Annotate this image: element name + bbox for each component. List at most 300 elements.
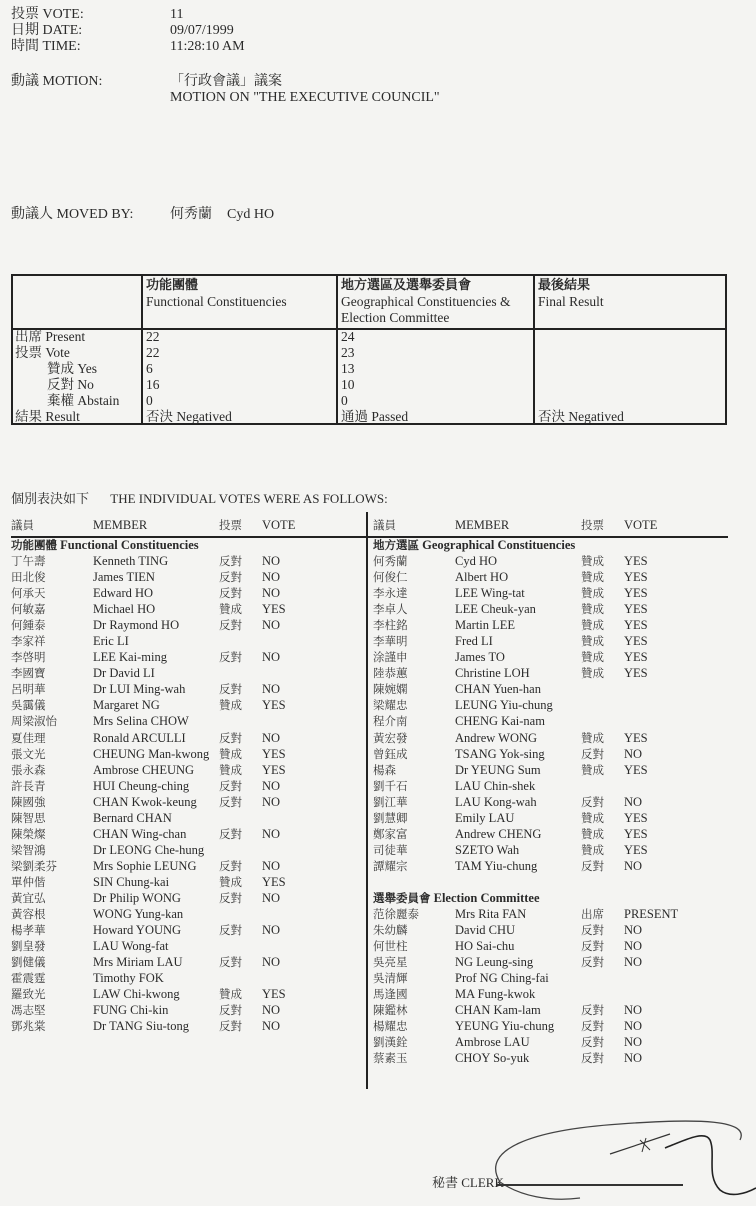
functional-member-list xyxy=(11,553,366,1034)
member-row xyxy=(11,986,366,1002)
member-name-zh: 劉漢銓 xyxy=(373,1035,408,1050)
vote-zh: 反對 xyxy=(219,618,242,633)
date-value: 09/07/1999 xyxy=(170,23,234,38)
vote-en: NO xyxy=(624,1051,643,1066)
vote-en: YES xyxy=(624,842,648,857)
label-yes: 贊成 Yes xyxy=(47,361,98,376)
vote-zh: 贊成 xyxy=(581,762,604,777)
member-name-en: Mrs Selina CHOW xyxy=(93,714,189,729)
vote-zh: 反對 xyxy=(581,858,604,873)
member-name-en: Dr David LI xyxy=(93,666,155,681)
member-name-zh: 蔡素玉 xyxy=(373,1051,408,1066)
member-name-zh: 范徐麗泰 xyxy=(373,906,419,921)
member-name-en: Prof NG Ching-fai xyxy=(455,971,549,986)
member-row xyxy=(373,778,728,794)
member-name-zh: 陳鑑林 xyxy=(373,1003,408,1018)
member-name-en: CHAN Kam-lam xyxy=(455,1003,541,1018)
functional-no: 16 xyxy=(146,377,160,392)
member-name-zh: 陳智思 xyxy=(11,810,46,825)
member-name-en: David CHU xyxy=(455,922,516,937)
vote-zh: 反對 xyxy=(581,1003,604,1018)
final-no xyxy=(538,377,624,393)
member-name-zh: 馮志堅 xyxy=(11,1003,46,1018)
member-name-en: CHAN Wing-chan xyxy=(93,826,187,841)
member-name-en: Margaret NG xyxy=(93,698,160,713)
header-member-zh: 議員 xyxy=(11,518,34,532)
vote-zh: 反對 xyxy=(219,778,242,793)
header-vote-en: VOTE xyxy=(624,518,658,532)
vote-en: YES xyxy=(624,618,648,633)
member-name-en: MA Fung-kwok xyxy=(455,987,536,1002)
member-name-en: Howard YOUNG xyxy=(93,923,182,938)
label-present: 出席 Present xyxy=(15,329,86,344)
member-row xyxy=(11,826,366,842)
member-name-zh: 馬逢國 xyxy=(373,987,408,1002)
member-name-en: Ambrose LAU xyxy=(455,1035,530,1050)
member-row xyxy=(373,649,728,665)
member-name-en: Ambrose CHEUNG xyxy=(93,762,195,777)
functional-present: 22 xyxy=(146,329,160,344)
vote-en: YES xyxy=(624,810,648,825)
member-name-zh: 李家祥 xyxy=(11,634,46,649)
final-vote xyxy=(538,345,624,361)
member-name-en: HUI Cheung-ching xyxy=(93,778,190,793)
member-name-zh: 楊孝華 xyxy=(11,923,46,938)
label-vote: 投票 Vote xyxy=(15,345,70,360)
final-abstain xyxy=(538,393,624,409)
member-name-en: CHAN Kwok-keung xyxy=(93,794,197,809)
member-name-en: FUNG Chi-kin xyxy=(93,1003,169,1018)
member-name-zh: 黃宜弘 xyxy=(11,890,46,905)
member-name-en: LEE Wing-tat xyxy=(455,586,525,601)
moved-by-name-zh: 何秀蘭 xyxy=(170,207,212,222)
header-final-result: 最後結果 Final Result xyxy=(538,278,604,309)
member-name-en: Mrs Rita FAN xyxy=(455,906,527,921)
vote-zh: 反對 xyxy=(219,730,242,745)
moved-by-name-en: Cyd HO xyxy=(227,207,275,222)
vote-zh: 反對 xyxy=(219,794,242,809)
member-name-zh: 陸恭蕙 xyxy=(373,666,408,681)
column-headers xyxy=(11,515,366,535)
member-name-zh: 張文光 xyxy=(11,746,46,761)
member-name-en: SZETO Wah xyxy=(455,842,520,857)
member-name-zh: 曾鈺成 xyxy=(373,746,408,761)
vote-en: YES xyxy=(262,602,286,617)
vote-en: YES xyxy=(624,586,648,601)
member-row xyxy=(11,1002,366,1018)
member-row xyxy=(373,665,728,681)
member-name-en: NG Leung-sing xyxy=(455,955,534,970)
member-name-zh: 李華明 xyxy=(373,634,408,649)
column-divider xyxy=(366,512,368,1089)
member-name-en: LAW Chi-kwong xyxy=(93,987,180,1002)
summary-divider xyxy=(533,276,535,423)
member-row xyxy=(373,601,728,617)
summary-divider xyxy=(336,276,338,423)
member-name-zh: 霍震霆 xyxy=(11,971,46,986)
geographical-member-list xyxy=(373,553,728,874)
header-member-en: MEMBER xyxy=(455,518,510,532)
member-row xyxy=(373,826,728,842)
member-name-zh: 李柱銘 xyxy=(373,618,408,633)
vote-en: YES xyxy=(624,554,648,568)
geographical-vote: 23 xyxy=(341,345,355,360)
member-name-zh: 田北俊 xyxy=(11,570,46,585)
geographical-no: 10 xyxy=(341,377,355,392)
member-name-zh: 張永森 xyxy=(11,762,46,777)
vote-number-label: 投票 VOTE: xyxy=(11,7,84,22)
header-vote-en: VOTE xyxy=(262,518,296,532)
member-name-zh: 程介南 xyxy=(373,714,408,729)
member-name-zh: 吳清輝 xyxy=(373,971,408,986)
vote-zh: 贊成 xyxy=(581,586,604,601)
vote-en: NO xyxy=(262,730,281,745)
member-name-zh: 何承天 xyxy=(11,586,46,601)
header-functional: 功能團體 Functional Constituencies xyxy=(146,278,287,309)
member-name-zh: 梁耀忠 xyxy=(373,698,408,713)
member-row xyxy=(373,1034,728,1050)
member-name-en: Andrew WONG xyxy=(455,730,538,745)
member-name-en: Kenneth TING xyxy=(93,554,169,568)
vote-zh: 反對 xyxy=(219,1003,242,1018)
member-name-en: Dr TANG Siu-tong xyxy=(93,1019,189,1034)
vote-en: NO xyxy=(262,955,281,970)
member-name-en: LEE Kai-ming xyxy=(93,650,167,665)
member-row xyxy=(373,842,728,858)
member-name-zh: 何鍾泰 xyxy=(11,618,46,633)
member-row xyxy=(11,858,366,874)
member-name-zh: 梁智鴻 xyxy=(11,842,46,857)
vote-en: NO xyxy=(262,778,281,793)
vote-en: NO xyxy=(624,858,643,873)
member-row xyxy=(11,665,366,681)
vote-zh: 反對 xyxy=(581,939,604,954)
vote-en: NO xyxy=(624,939,643,954)
member-name-zh: 黃宏發 xyxy=(373,730,408,745)
geographical-yes: 13 xyxy=(341,361,355,376)
member-row xyxy=(373,906,728,922)
member-name-en: Edward HO xyxy=(93,586,154,601)
vote-zh: 反對 xyxy=(581,1019,604,1034)
member-name-zh: 梁劉柔芬 xyxy=(11,858,57,873)
member-name-zh: 朱幼麟 xyxy=(373,922,408,937)
vote-zh: 贊成 xyxy=(581,602,604,617)
member-name-zh: 何俊仁 xyxy=(373,570,408,585)
member-name-zh: 劉慧卿 xyxy=(373,810,408,825)
member-row xyxy=(11,569,366,585)
member-name-en: James TIEN xyxy=(93,570,155,585)
column-headers xyxy=(373,515,728,535)
member-name-en: Timothy FOK xyxy=(93,971,164,986)
vote-zh: 贊成 xyxy=(219,602,242,617)
functional-abstain: 0 xyxy=(146,393,153,408)
vote-en: NO xyxy=(262,682,281,697)
member-row xyxy=(11,778,366,794)
member-name-zh: 陳國強 xyxy=(11,794,46,809)
intro-zh: 個別表決如下 xyxy=(11,491,90,506)
member-name-zh: 周梁淑怡 xyxy=(11,714,57,729)
member-name-zh: 何秀蘭 xyxy=(373,554,408,568)
member-row xyxy=(373,986,728,1002)
member-name-zh: 何世柱 xyxy=(373,939,408,954)
member-name-en: WONG Yung-kan xyxy=(93,907,184,922)
vote-zh: 反對 xyxy=(219,554,242,568)
member-name-zh: 劉江華 xyxy=(373,794,408,809)
member-name-en: SIN Chung-kai xyxy=(93,874,170,889)
member-row xyxy=(373,633,728,649)
functional-vote: 22 xyxy=(146,345,160,360)
vote-en: NO xyxy=(262,1003,281,1018)
vote-zh: 贊成 xyxy=(581,730,604,745)
member-name-zh: 呂明華 xyxy=(11,682,46,697)
member-name-en: Andrew CHENG xyxy=(455,826,542,841)
vote-en: YES xyxy=(624,730,648,745)
section-geographical: 地方選區 Geographical Constituencies xyxy=(373,538,576,552)
vote-en: NO xyxy=(262,570,281,585)
header-vote-zh: 投票 xyxy=(581,518,604,532)
date-label: 日期 DATE: xyxy=(11,23,83,38)
member-row xyxy=(373,762,728,778)
vote-zh: 反對 xyxy=(219,586,242,601)
member-name-en: Mrs Miriam LAU xyxy=(93,955,183,970)
member-row xyxy=(373,585,728,601)
member-name-en: Ronald ARCULLI xyxy=(93,730,186,745)
member-row xyxy=(373,697,728,713)
member-row xyxy=(11,585,366,601)
vote-en: NO xyxy=(262,650,281,665)
member-row xyxy=(11,922,366,938)
member-name-en: Michael HO xyxy=(93,602,156,617)
vote-zh: 贊成 xyxy=(219,698,242,713)
member-row xyxy=(373,954,728,970)
member-row xyxy=(373,970,728,986)
member-row xyxy=(11,842,366,858)
motion-label: 動議 MOTION: xyxy=(11,74,103,89)
vote-summary-table xyxy=(11,274,727,425)
member-name-zh: 鄧兆棠 xyxy=(11,1019,46,1034)
member-row xyxy=(11,617,366,633)
vote-en: NO xyxy=(262,1019,281,1034)
vote-zh: 反對 xyxy=(581,955,604,970)
final-values xyxy=(538,329,624,425)
member-row xyxy=(373,1002,728,1018)
member-name-zh: 夏佳理 xyxy=(11,730,46,745)
vote-en: NO xyxy=(262,794,281,809)
member-name-en: Eric LI xyxy=(93,634,129,649)
geographical-present: 24 xyxy=(341,329,355,344)
vote-zh: 贊成 xyxy=(219,987,242,1002)
member-row xyxy=(11,874,366,890)
member-name-en: Dr LUI Ming-wah xyxy=(93,682,186,697)
vote-en: PRESENT xyxy=(624,906,679,921)
member-name-en: LAU Wong-fat xyxy=(93,939,169,954)
member-name-en: LEE Cheuk-yan xyxy=(455,602,536,617)
vote-en: NO xyxy=(262,554,281,568)
vote-en: NO xyxy=(624,794,643,809)
vote-en: NO xyxy=(624,1019,643,1034)
member-name-zh: 吳靄儀 xyxy=(11,698,46,713)
member-row xyxy=(373,617,728,633)
motion-title-en: MOTION ON "THE EXECUTIVE COUNCIL" xyxy=(170,90,440,105)
member-row xyxy=(373,938,728,954)
member-name-en: CHAN Yuen-han xyxy=(455,682,541,697)
election-committee-member-list xyxy=(373,906,728,1066)
summary-divider xyxy=(141,276,143,423)
member-row xyxy=(11,954,366,970)
vote-en: YES xyxy=(624,826,648,841)
member-row xyxy=(11,1018,366,1034)
vote-en: NO xyxy=(262,826,281,841)
member-name-zh: 李永達 xyxy=(373,586,408,601)
clerk-signature-line xyxy=(497,1184,683,1186)
vote-zh: 贊成 xyxy=(581,826,604,841)
intro-en: THE INDIVIDUAL VOTES WERE AS FOLLOWS: xyxy=(110,491,388,506)
vote-zh: 贊成 xyxy=(581,618,604,633)
member-name-en: Christine LOH xyxy=(455,666,530,681)
vote-zh: 反對 xyxy=(581,922,604,937)
member-name-zh: 楊耀忠 xyxy=(373,1019,408,1034)
label-abstain: 棄權 Abstain xyxy=(47,393,120,408)
vote-zh: 反對 xyxy=(581,1051,604,1066)
vote-en: NO xyxy=(262,890,281,905)
individual-votes-heading xyxy=(11,491,388,506)
vote-zh: 贊成 xyxy=(581,650,604,665)
vote-zh: 贊成 xyxy=(219,762,242,777)
section-functional: 功能團體 Functional Constituencies xyxy=(11,538,199,552)
vote-zh: 贊成 xyxy=(581,570,604,585)
member-name-zh: 何敏嘉 xyxy=(11,602,46,617)
vote-zh: 反對 xyxy=(219,890,242,905)
functional-values xyxy=(146,329,232,425)
vote-zh: 反對 xyxy=(581,794,604,809)
geographical-values xyxy=(341,329,408,425)
vote-en: NO xyxy=(624,1003,643,1018)
member-name-zh: 丁午壽 xyxy=(11,554,46,568)
clerk-label: 秘書 CLERK xyxy=(432,1175,504,1190)
vote-zh: 贊成 xyxy=(219,874,242,889)
member-row xyxy=(373,569,728,585)
member-row xyxy=(11,681,366,697)
member-row xyxy=(11,938,366,954)
member-name-zh: 陳榮燦 xyxy=(11,826,46,841)
vote-en: YES xyxy=(262,874,286,889)
vote-zh: 反對 xyxy=(581,746,604,761)
vote-zh: 反對 xyxy=(219,682,242,697)
member-row xyxy=(373,810,728,826)
vote-en: NO xyxy=(624,1035,643,1050)
member-row xyxy=(373,858,728,874)
member-row xyxy=(373,1018,728,1034)
member-name-zh: 李卓人 xyxy=(373,602,408,617)
member-row xyxy=(11,794,366,810)
vote-en: YES xyxy=(262,987,286,1002)
time-value: 11:28:10 AM xyxy=(170,39,245,54)
member-name-zh: 譚耀宗 xyxy=(373,858,408,873)
member-name-zh: 司徒華 xyxy=(373,842,408,857)
member-row xyxy=(11,746,366,762)
member-row xyxy=(373,922,728,938)
vote-zh: 贊成 xyxy=(219,746,242,761)
vote-en: NO xyxy=(624,746,643,761)
vote-en: YES xyxy=(624,634,648,649)
label-no: 反對 No xyxy=(47,377,94,392)
vote-en: NO xyxy=(624,955,643,970)
member-name-zh: 劉千石 xyxy=(373,778,408,793)
vote-en: YES xyxy=(624,666,648,681)
member-name-en: HO Sai-chu xyxy=(455,939,515,954)
member-name-en: TAM Yiu-chung xyxy=(455,858,538,873)
vote-number-value: 11 xyxy=(170,7,184,22)
member-name-en: YEUNG Yiu-chung xyxy=(455,1019,555,1034)
member-row xyxy=(11,890,366,906)
geographical-abstain: 0 xyxy=(341,393,348,408)
member-row xyxy=(11,810,366,826)
member-name-zh: 鄭家富 xyxy=(373,826,408,841)
summary-row-labels xyxy=(15,329,119,425)
vote-zh: 反對 xyxy=(581,1035,604,1050)
vote-en: NO xyxy=(262,858,281,873)
member-name-zh: 單仲偕 xyxy=(11,874,46,889)
member-name-zh: 楊森 xyxy=(373,762,396,777)
member-row xyxy=(11,697,366,713)
clerk-signature xyxy=(470,1110,756,1206)
member-name-en: James TO xyxy=(455,650,505,665)
header-geographical: 地方選區及選舉委員會 Geographical Constituencies & Election Committee xyxy=(341,278,511,325)
member-name-zh: 劉健儀 xyxy=(11,955,46,970)
vote-zh: 出席 xyxy=(581,906,604,921)
member-row xyxy=(11,762,366,778)
vote-zh: 反對 xyxy=(219,650,242,665)
member-row xyxy=(373,794,728,810)
member-name-en: LAU Kong-wah xyxy=(455,794,537,809)
member-name-en: Albert HO xyxy=(455,570,509,585)
member-name-en: CHEUNG Man-kwong xyxy=(93,746,210,761)
vote-zh: 贊成 xyxy=(581,554,604,568)
vote-zh: 反對 xyxy=(219,826,242,841)
member-name-en: CHENG Kai-nam xyxy=(455,714,545,729)
final-result: 否決 Negatived xyxy=(538,409,624,424)
member-name-zh: 陳婉嫻 xyxy=(373,682,408,697)
member-row xyxy=(11,970,366,986)
member-row xyxy=(373,730,728,746)
label-result: 結果 Result xyxy=(15,409,80,424)
vote-en: NO xyxy=(262,618,281,633)
header-member-en: MEMBER xyxy=(93,518,148,532)
member-name-en: Emily LAU xyxy=(455,810,515,825)
vote-zh: 反對 xyxy=(219,1019,242,1034)
final-yes xyxy=(538,361,624,377)
member-name-en: Martin LEE xyxy=(455,618,516,633)
member-name-zh: 劉皇發 xyxy=(11,939,46,954)
member-row xyxy=(11,633,366,649)
vote-en: YES xyxy=(624,650,648,665)
time-label: 時間 TIME: xyxy=(11,39,81,54)
vote-zh: 贊成 xyxy=(581,666,604,681)
geographical-members-column xyxy=(373,515,728,1066)
member-name-zh: 羅致光 xyxy=(11,987,46,1002)
member-name-en: LAU Chin-shek xyxy=(455,778,536,793)
member-row xyxy=(373,681,728,697)
geographical-result: 通過 Passed xyxy=(341,409,409,424)
member-name-zh: 李國寶 xyxy=(11,666,46,681)
functional-members-column xyxy=(11,515,366,1034)
vote-en: NO xyxy=(262,923,281,938)
section-election-committee: 選舉委員會 Election Committee xyxy=(373,890,540,905)
member-name-en: LEUNG Yiu-chung xyxy=(455,698,553,713)
vote-zh: 反對 xyxy=(219,923,242,938)
moved-by-label: 動議人 MOVED BY: xyxy=(11,207,134,222)
vote-zh: 贊成 xyxy=(581,634,604,649)
